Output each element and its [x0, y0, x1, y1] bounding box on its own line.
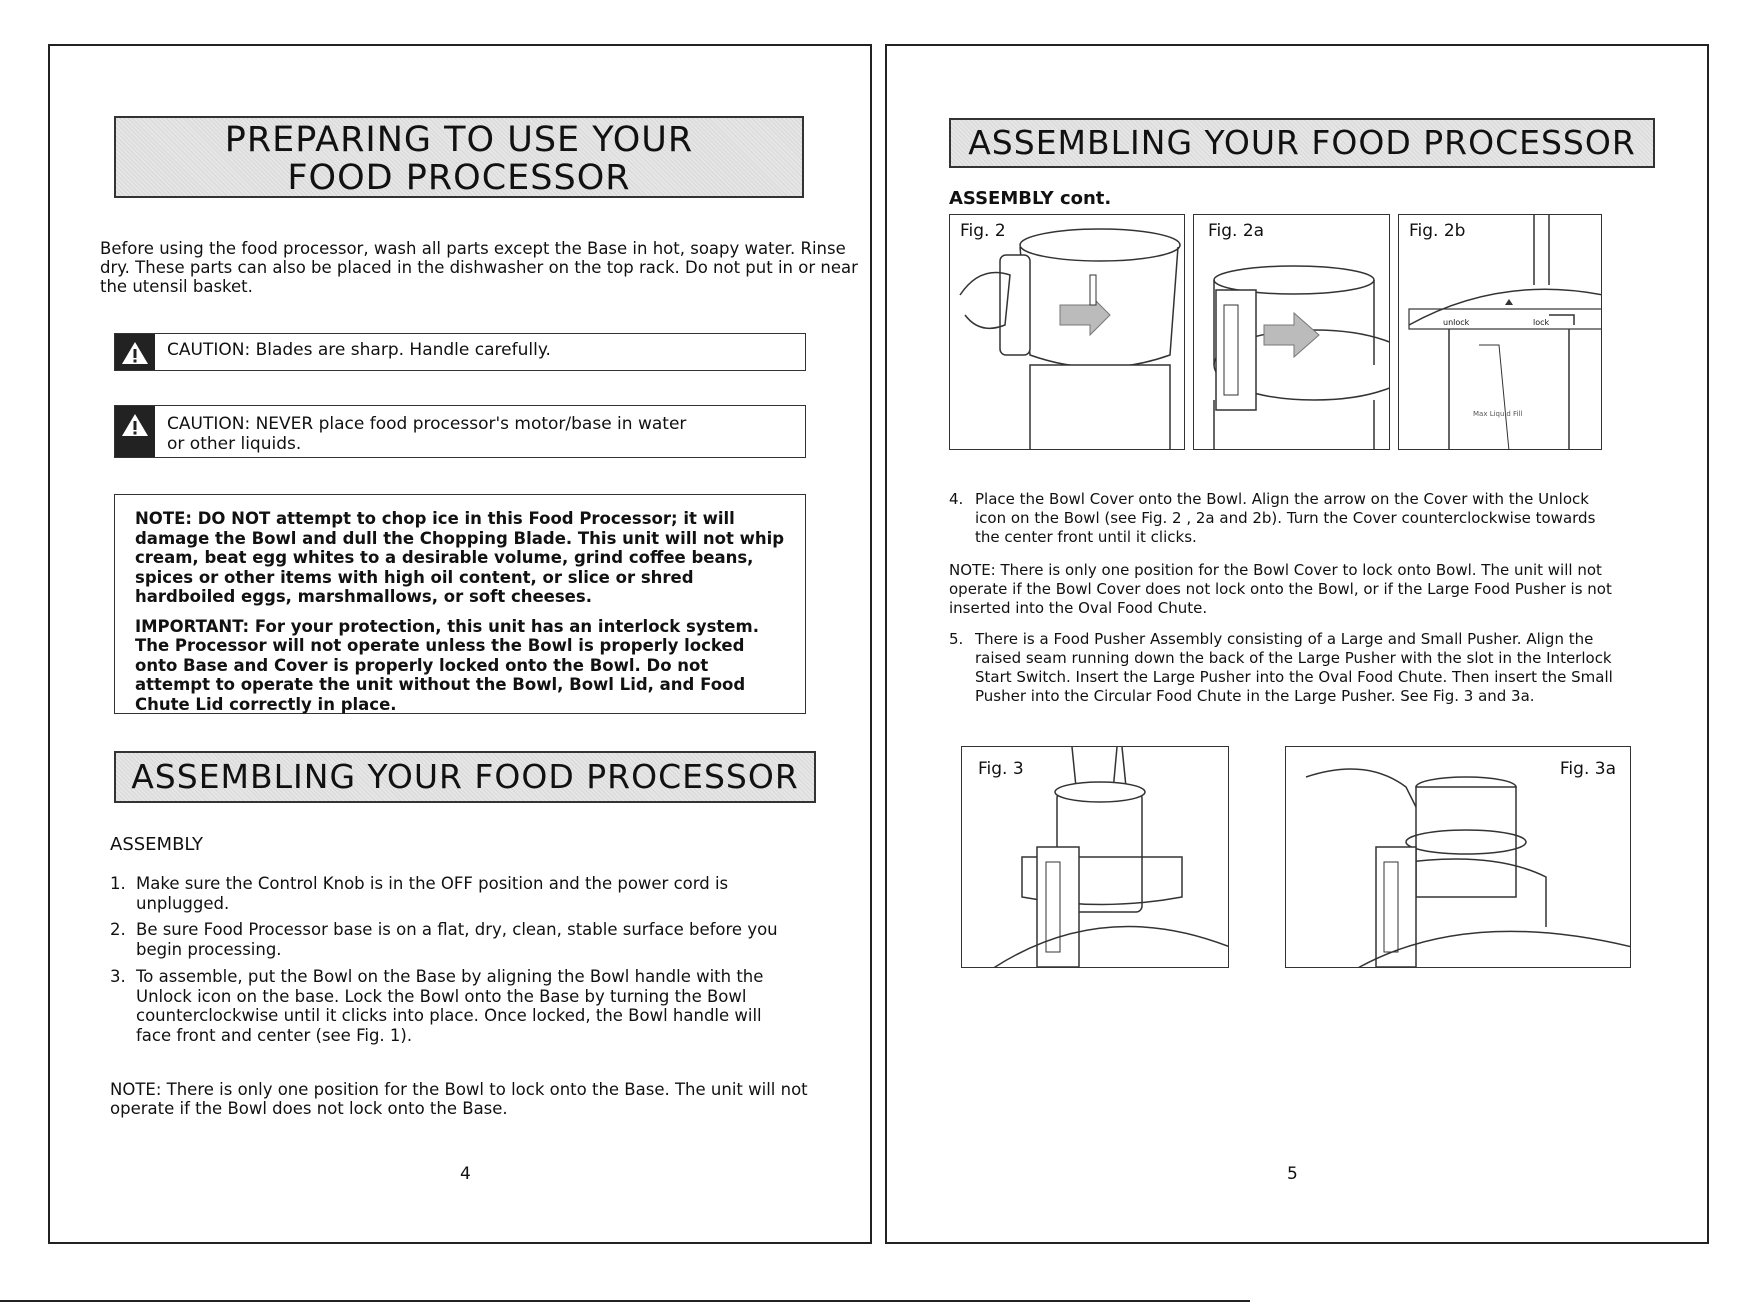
step-number: 2. — [110, 920, 126, 939]
preparing-banner-line1: PREPARING TO USE YOUR — [224, 120, 694, 160]
step-text: To assemble, put the Bowl on the Base by aligning the Bowl handle with the Unlock icon on the base. Lock the Bowl onto the Base by turning the Bowl counterclockwise until it clicks into place. Once locked, the Bowl handle will face front and center (see Fig. 1). — [136, 967, 764, 1045]
note-bowl-cover: NOTE: There is only one position for the Bowl Cover to lock onto Bowl. The unit will not operate if the Bowl Cover does not lock onto the Bowl, or if the Large Food Pusher is not inserted into the Oval Food Chute. — [949, 561, 1612, 617]
food-pusher-illustration — [962, 747, 1229, 968]
step-number: 5. — [949, 630, 964, 648]
preparing-banner — [114, 116, 804, 198]
note-bowl-lock: NOTE: There is only one position for the Bowl to lock onto the Base. The unit will not operate if the Bowl does not lock onto the Base. — [110, 1080, 808, 1118]
caution-text-water-line2: or other liquids. — [167, 434, 302, 454]
assembling-banner-right-text: ASSEMBLING YOUR FOOD PROCESSOR — [968, 123, 1636, 162]
step-text: Place the Bowl Cover onto the Bowl. Align the arrow on the Cover with the Unlock icon on the Bowl (see Fig. 2 , 2a and 2b). Turn the Cover counterclockwise towards the center front until it clicks. — [975, 490, 1596, 546]
figure-2b-label: Fig. 2b — [1405, 221, 1469, 241]
figure-2 — [949, 214, 1185, 450]
figure-2b — [1398, 214, 1602, 450]
scan-bottom-edge — [0, 1300, 1250, 1302]
caution-box-blades — [114, 333, 806, 371]
unlock-label: unlock — [1443, 318, 1470, 327]
note-ice: NOTE: DO NOT attempt to chop ice in this Food Processor; it will damage the Bowl and dull the Chopping Blade. This unit will not whip cream, beat egg whites to a desirable volume, grind coffee beans, spices or other items with high oil content, or slice or shred hardboiled eggs, marshmallows, or soft cheeses. — [135, 509, 785, 606]
note-important: IMPORTANT: For your protection, this unit has an interlock system. The Processor will not operate unless the Bowl is properly locked onto Base and Cover is properly locked onto the Bowl. Do not attempt to operate the unit without the Bowl, Bowl Lid, and Food Chute Lid correctly in place. — [135, 616, 759, 714]
step-text: There is a Food Pusher Assembly consisting of a Large and Small Pusher. Align the raised seam running down the back of the Large Pusher with the slot in the Interlock Start Switch. Insert the Large Pusher into the Oval Food Chute. Then insert the Small Pusher into the Circular Food Chute in the Large Pusher. See Fig. 3 and 3a. — [975, 630, 1613, 705]
bowl-cover-illustration — [950, 215, 1185, 450]
right-page — [885, 44, 1709, 1244]
page-number-right: 5 — [1287, 1164, 1298, 1184]
assembly-subhead: ASSEMBLY — [110, 834, 204, 855]
figure-2a — [1193, 214, 1390, 450]
warning-triangle-icon — [120, 412, 150, 438]
small-pusher-illustration — [1286, 747, 1631, 968]
caution-box-water — [114, 405, 806, 458]
step-number: 4. — [949, 490, 964, 508]
caution-marker — [115, 334, 155, 370]
figure-3a — [1285, 746, 1631, 968]
figure-3-label: Fig. 3 — [974, 759, 1028, 779]
figure-3 — [961, 746, 1229, 968]
figure-3a-label: Fig. 3a — [1556, 759, 1620, 779]
step-text: Make sure the Control Knob is in the OFF position and the power cord is unplugged. — [136, 874, 729, 913]
left-page — [48, 44, 872, 1244]
assembling-banner-left — [114, 751, 816, 803]
note-box — [114, 494, 806, 714]
step-text: Be sure Food Processor base is on a flat, dry, clean, stable surface before you begin processing. — [136, 920, 778, 959]
assembling-banner-right — [949, 118, 1655, 168]
caution-text-blades: CAUTION: Blades are sharp. Handle carefully. — [167, 340, 551, 360]
assembling-banner-left-text: ASSEMBLING YOUR FOOD PROCESSOR — [131, 757, 799, 796]
step-number: 3. — [110, 967, 126, 986]
step-number: 1. — [110, 874, 126, 893]
page-number-left: 4 — [460, 1164, 471, 1184]
intro-paragraph: Before using the food processor, wash all parts except the Base in hot, soapy water. Rinse dry. These parts can also be placed in the dishwasher on the top rack. Do not put in or near the utensil basket. — [100, 239, 858, 296]
figure-2a-label: Fig. 2a — [1204, 221, 1268, 241]
figure-2-label: Fig. 2 — [956, 221, 1010, 241]
assembly-cont-subhead: ASSEMBLY cont. — [949, 188, 1112, 209]
caution-marker — [115, 406, 155, 457]
max-fill-label: Max Liquid Fill — [1473, 410, 1523, 418]
caution-text-water-line1: CAUTION: NEVER place food processor's motor/base in water — [167, 414, 687, 434]
warning-triangle-icon — [120, 340, 150, 366]
lock-label: lock — [1533, 318, 1550, 327]
preparing-banner-line2: FOOD PROCESSOR — [287, 158, 631, 198]
bowl-cover-lock-illustration — [1194, 215, 1390, 450]
